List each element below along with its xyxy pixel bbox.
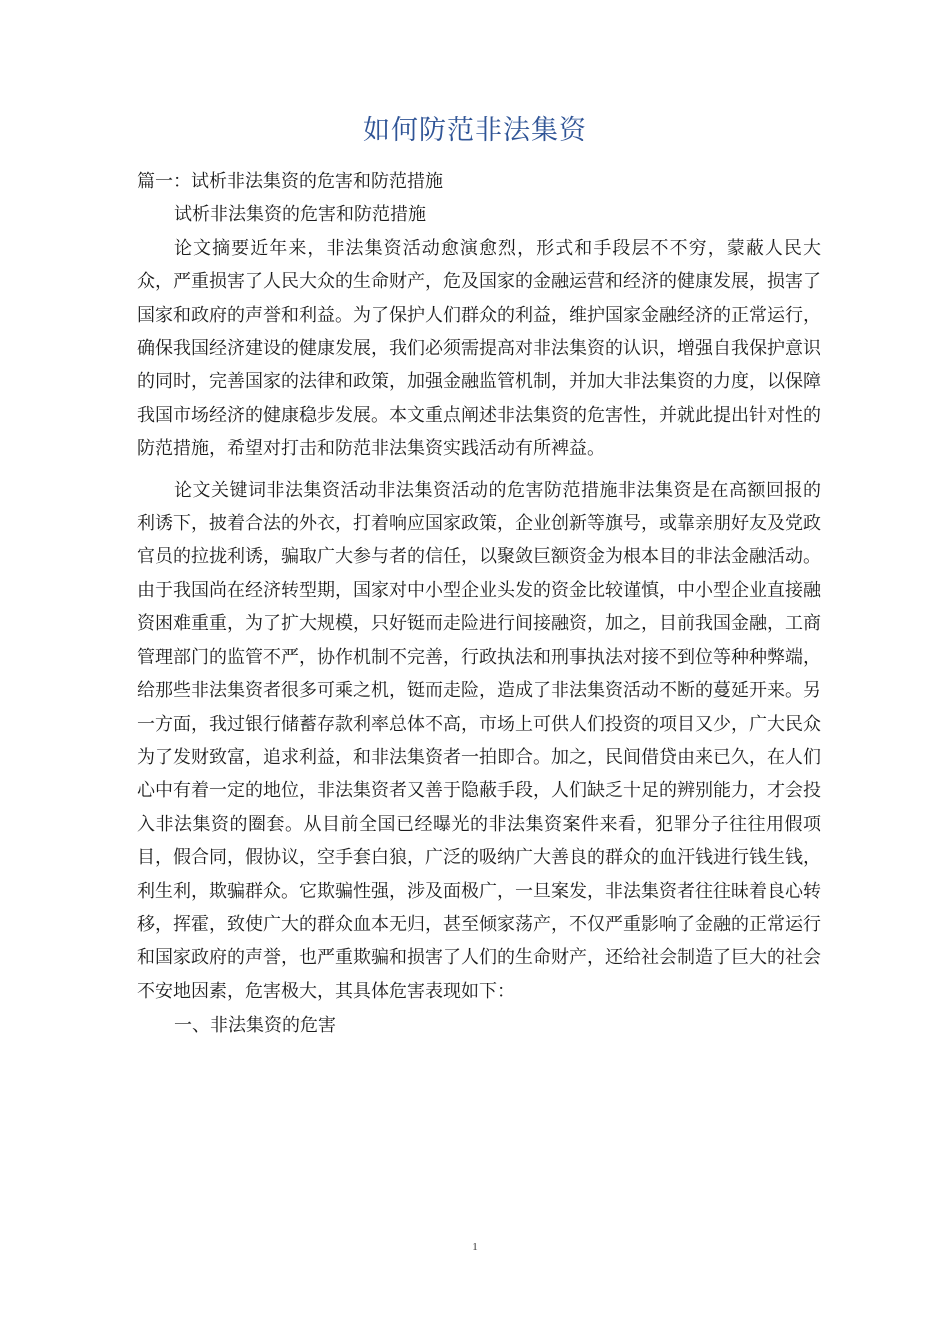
keywords-paragraph: 论文关键词非法集资活动非法集资活动的危害防范措施非法集资是在高额回报的利诱下，披着合法的外衣，打着响应国家政策，企业创新等旗号，或靠亲朋好友及党政官员的拉拢利诱，骗取广大参与者的信任，以聚敛巨额资金为根本目的非法金融活动。由于我国尚在经济转型期，国家对中小型企业头发的资金比较谨慎，中小型企业直接融资困难重重，为了扩大规模，只好铤而走险进行间接融资，加之，目前我国金融，工商管理部门的监管不严，协作机制不完善，行政执法和刑事执法对接不到位等种种弊端，给那些非法集资者很多可乘之机，铤而走险，造成了非法集资活动不断的蔓延开来。另一方面，我过银行储蓄存款利率总体不高，市场上可供人们投资的项目又少，广大民众为了发财致富，追求利益，和非法集资者一拍即合。加之，民间借贷由来已久，在人们心中有着一定的地位，非法集资者又善于隐蔽手段，人们缺乏十足的辨别能力，才会投入非法集资的圈套。从目前全国已经曝光的非法集资案件来看，犯罪分子往往用假项目，假合同，假协议，空手套白狼，广泛的吸纳广大善良的群众的血汗钱进行钱生钱，利生利，欺骗群众。它欺骗性强，涉及面极广，一旦案发，非法集资者往往昧着良心转移，挥霍，致使广大的群众血本无归，甚至倾家荡产，不仅严重影响了金融的正常运行和国家政府的声誉，也严重欺骗和损害了人们的生命财产，还给社会制造了巨大的社会不安地因素，危害极大，其具体危害表现如下：	[137, 479, 821, 1002]
abstract-paragraph: 论文摘要近年来，非法集资活动愈演愈烈，形式和手段层不不穷，蒙蔽人民大众，严重损害了人民大众的生命财产，危及国家的金融运营和经济的健康发展，损害了国家和政府的声誉和利益。为了保护人们群众的利益，维护国家金融经济的正常运行，确保我国经济建设的健康发展，我们必须需提高对非法集资的认识，增强自我保护意识的同时，完善国家的法律和政策，加强金融监管机制，并加大非法集资的力度，以保障我国市场经济的健康稳步发展。本文重点阐述非法集资的危害性，并就此提出针对性的防范措施，希望对打击和防范非法集资实践活动有所裨益。	[137, 237, 821, 460]
section-heading: 篇一：试析非法集资的危害和防范措施	[137, 171, 443, 192]
subheading: 一、非法集资的危害	[174, 1015, 336, 1037]
article-title: 试析非法集资的危害和防范措施	[174, 204, 426, 226]
document-body	[137, 165, 821, 1043]
document-title: 如何防范非法集资	[363, 115, 587, 146]
page-number: 1	[472, 1241, 478, 1253]
